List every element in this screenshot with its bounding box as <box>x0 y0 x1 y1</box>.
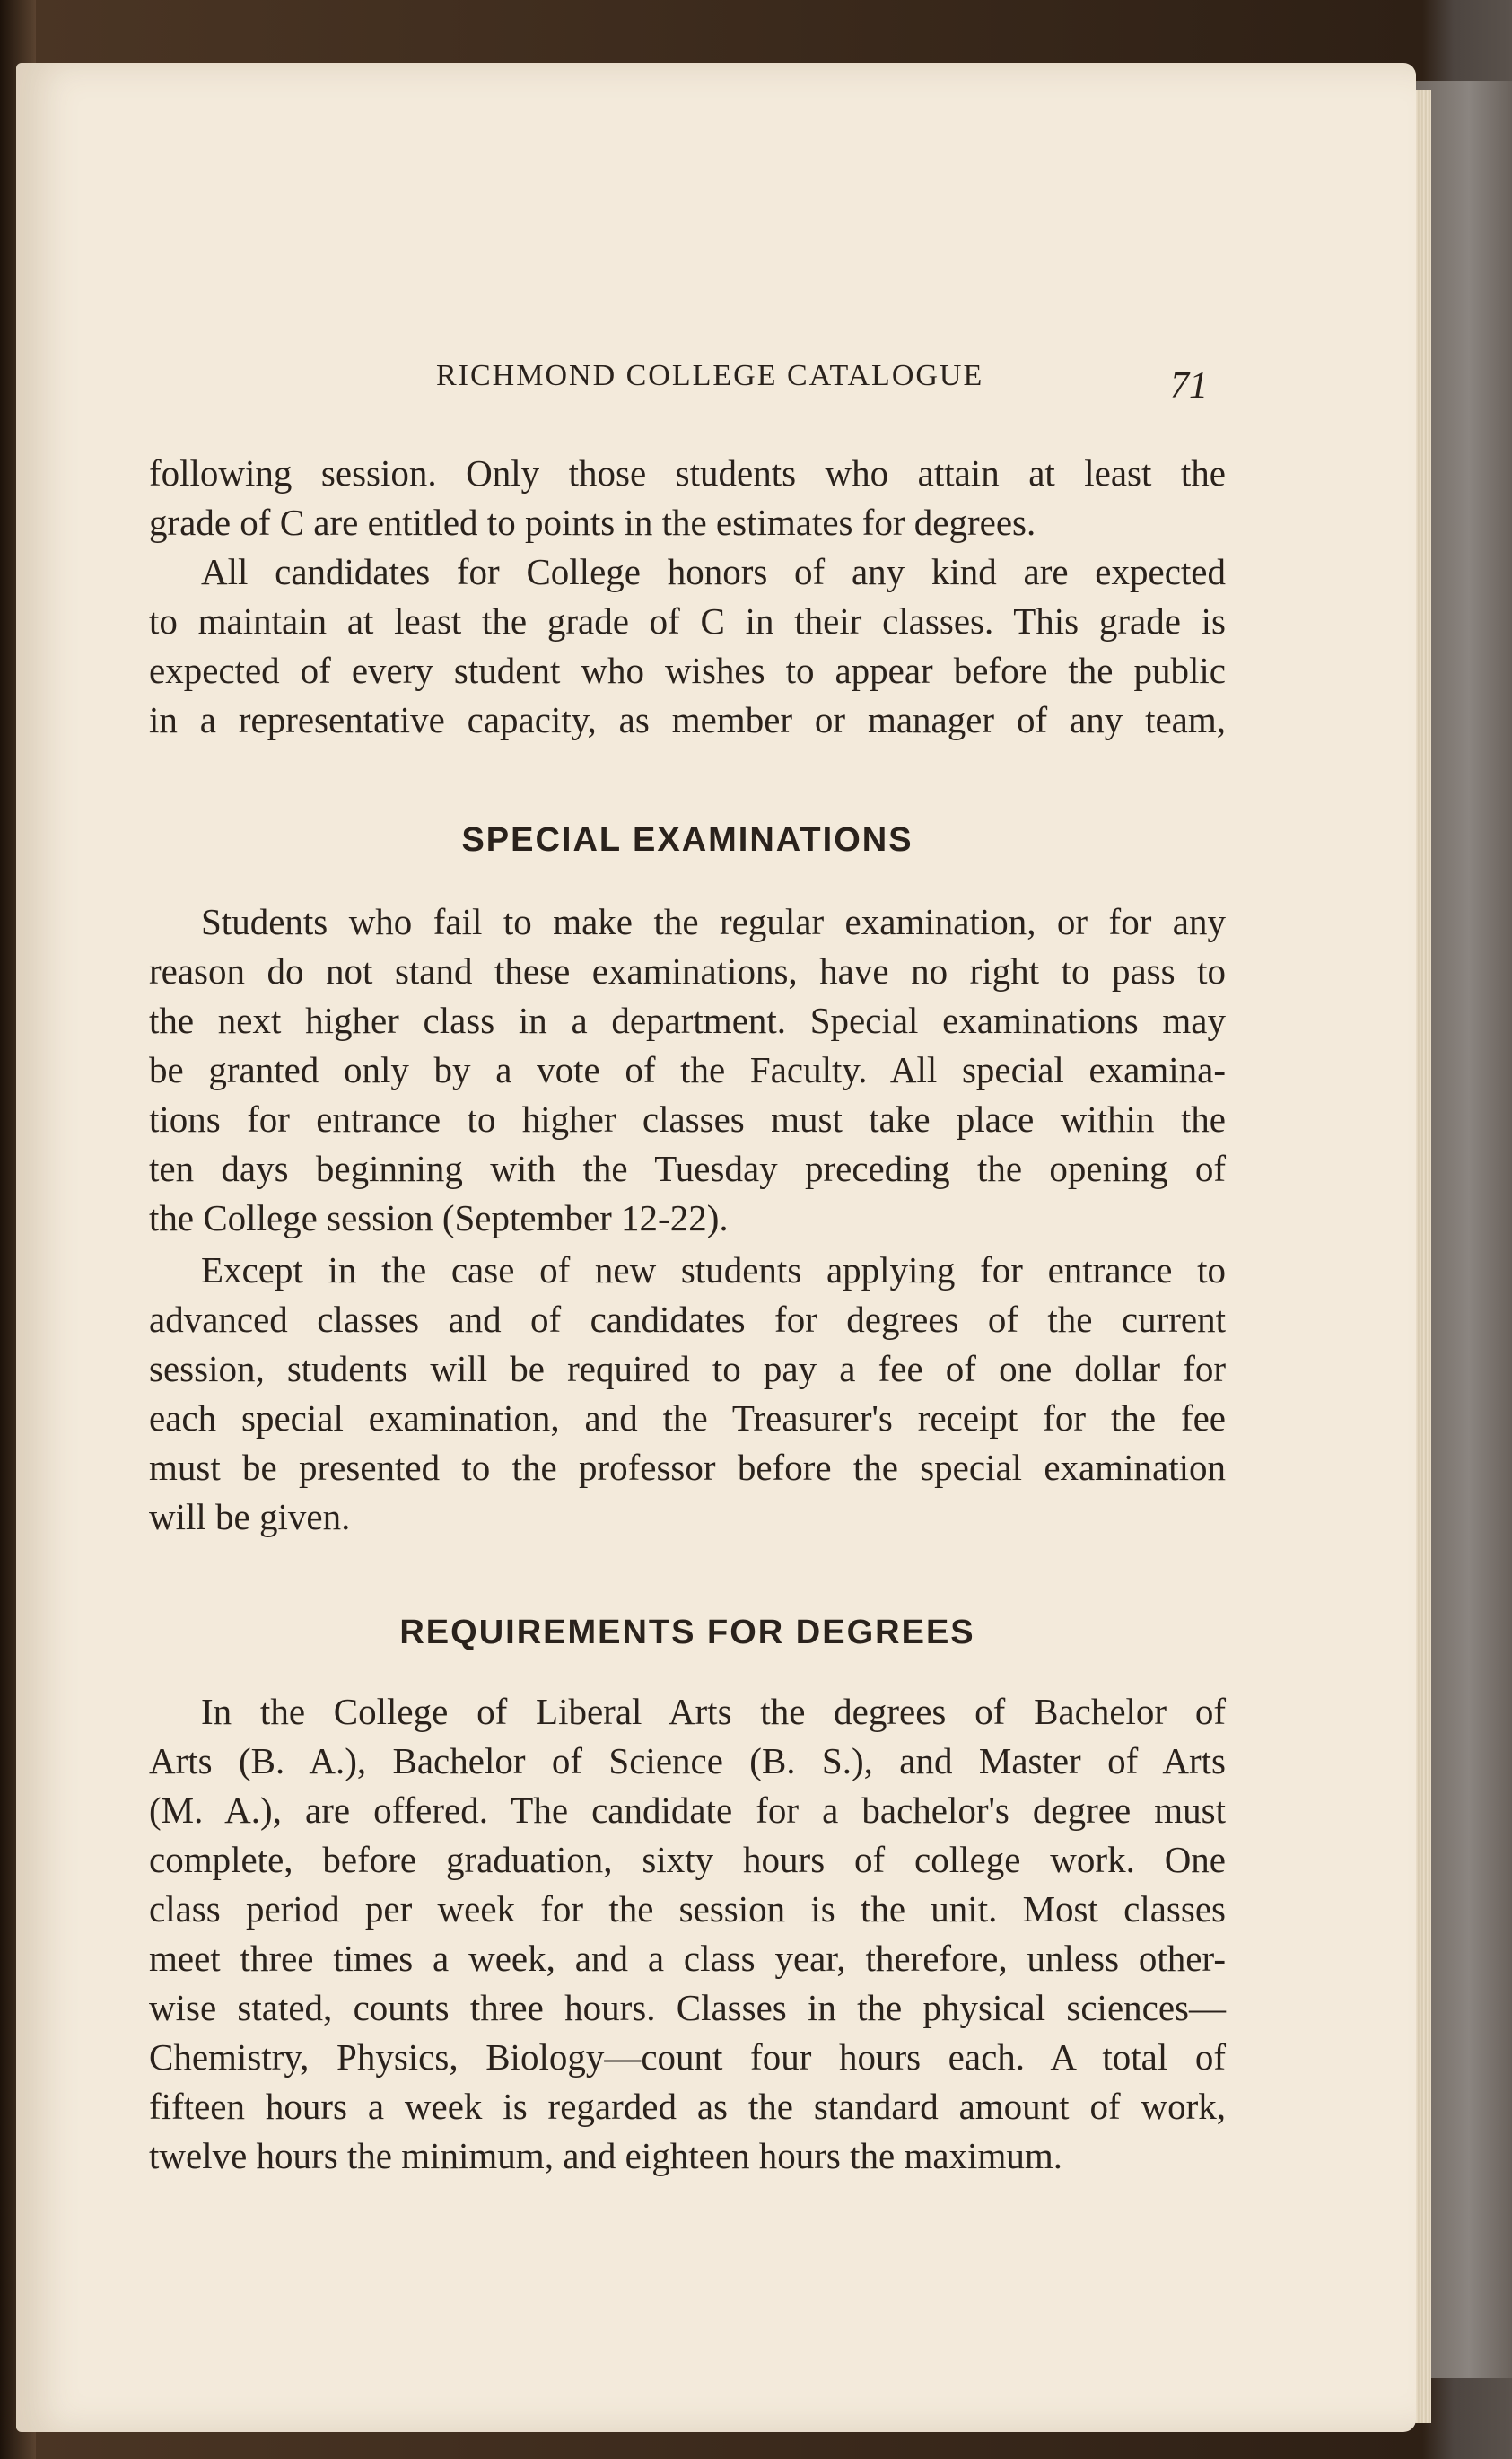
text-line: (M. A.), are offered. The candidate for a bachelor's degree must <box>149 1790 1226 1831</box>
section-heading-special-examinations: SPECIAL EXAMINATIONS <box>461 821 913 859</box>
text-line: the next higher class in a department. Special examinations may <box>149 1000 1226 1041</box>
text-line: In the College of Liberal Arts the degrees of Bachelor of <box>201 1691 1226 1732</box>
continued-paragraph <box>149 449 1226 547</box>
running-head: RICHMOND COLLEGE CATALOGUE <box>436 359 984 392</box>
requirements-paragraph-1 <box>149 1687 1226 2181</box>
text-line: following session. Only those students who attain at least the <box>149 452 1226 494</box>
text-line: reason do not stand these examinations, have no right to pass to <box>149 950 1226 992</box>
text-line: complete, before graduation, sixty hours of college work. One <box>149 1839 1226 1880</box>
text-line: wise stated, counts three hours. Classes in the physical sciences— <box>149 1987 1226 2028</box>
special-examinations-paragraph-2 <box>149 1246 1226 1542</box>
text-line: fifteen hours a week is regarded as the standard amount of work, <box>149 2086 1226 2127</box>
text-line: Students who fail to make the regular examination, or for any <box>201 901 1226 942</box>
text-line: in a representative capacity, as member or manager of any team, <box>149 699 1226 740</box>
text-line: meet three times a week, and a class year, therefore, unless other- <box>149 1938 1226 1979</box>
section-heading-requirements-for-degrees: REQUIREMENTS FOR DEGREES <box>399 1614 975 1651</box>
text-line: Chemistry, Physics, Biology—count four hours each. A total of <box>149 2036 1226 2078</box>
honors-paragraph <box>149 547 1226 745</box>
text-line: class period per week for the session is the unit. Most classes <box>149 1888 1226 1930</box>
catalogue-page <box>16 63 1416 2432</box>
text-line: must be presented to the professor before the special examination <box>149 1447 1226 1488</box>
text-line: the College session (September 12-22). <box>149 1197 729 1238</box>
text-line: will be given. <box>149 1496 351 1537</box>
text-line: to maintain at least the grade of C in their classes. This grade is <box>149 600 1226 642</box>
text-line: advanced classes and of candidates for degrees of the current <box>149 1299 1226 1340</box>
text-line: twelve hours the minimum, and eighteen hours the maximum. <box>149 2135 1062 2176</box>
text-line: expected of every student who wishes to appear before the public <box>149 650 1226 691</box>
special-examinations-paragraph-1 <box>149 897 1226 1243</box>
text-line: each special examination, and the Treasurer's receipt for the fee <box>149 1397 1226 1439</box>
page-number: 71 <box>1170 365 1208 407</box>
text-line: Except in the case of new students applying for entrance to <box>201 1249 1226 1291</box>
text-line: tions for entrance to higher classes must take place within the <box>149 1098 1226 1140</box>
text-line: grade of C are entitled to points in the estimates for degrees. <box>149 502 1036 543</box>
text-line: be granted only by a vote of the Faculty. All special examina- <box>149 1049 1226 1090</box>
text-line: session, students will be required to pay a fee of one dollar for <box>149 1348 1226 1389</box>
text-line: Arts (B. A.), Bachelor of Science (B. S.), and Master of Arts <box>149 1740 1226 1781</box>
text-line: ten days beginning with the Tuesday preceding the opening of <box>149 1148 1226 1189</box>
text-line: All candidates for College honors of any kind are expected <box>201 551 1226 592</box>
